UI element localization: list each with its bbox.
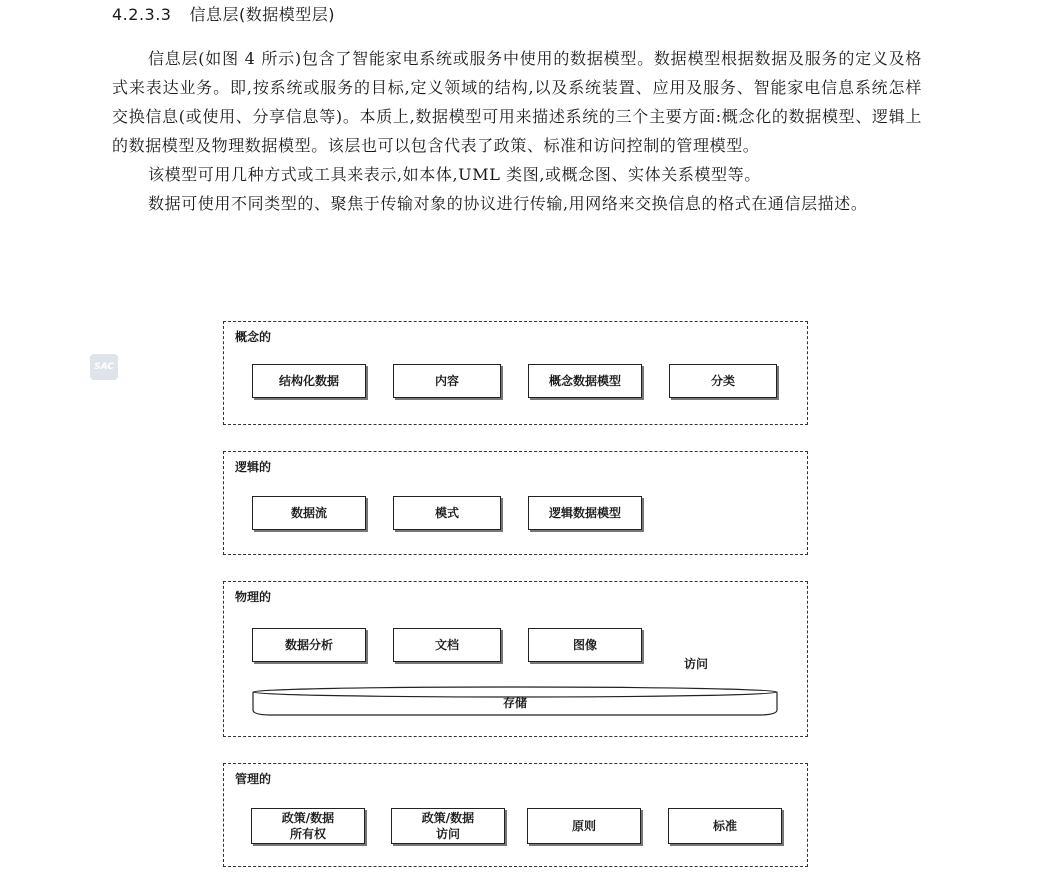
layer-label: 逻辑的 bbox=[235, 460, 272, 474]
layer-label: 物理的 bbox=[235, 590, 272, 604]
box-standards: 标准 bbox=[668, 808, 782, 844]
paragraph: 信息层(如图 4 所示)包含了智能家电系统或服务中使用的数据模型。数据模型根据数据及服务的定义及格式来表达业务。即,按系统或服务的目标,定义领域的结构,以及系统装置、应用及服务、智能家电信息系统怎样交换信息(或使用、分享信息等)。本质上,数据模型可用来描述系统的三个主要方面:概念化的数据模型、逻辑上的数据模型及物理数据模型。该层也可以包含代表了政策、标准和访问控制的管理模型。 bbox=[112, 49, 922, 155]
layer-management bbox=[223, 763, 808, 867]
box-schema: 模式 bbox=[393, 496, 501, 530]
box-line: 政策/数据 bbox=[421, 811, 475, 825]
layer-label: 概念的 bbox=[235, 330, 272, 344]
box-principles: 原则 bbox=[527, 808, 641, 844]
layer-logical bbox=[223, 451, 808, 555]
paragraph: 该模型可用几种方式或工具来表示,如本体,UML 类图,或概念图、实体关系模型等。 bbox=[148, 165, 761, 184]
storage-cylinder bbox=[252, 686, 778, 716]
storage-label: 存储 bbox=[502, 696, 527, 710]
box-document: 文档 bbox=[393, 628, 501, 662]
box-line: 政策/数据 bbox=[281, 811, 335, 825]
body-text bbox=[112, 44, 922, 218]
section-number: 4.2.3.3 bbox=[112, 5, 172, 24]
box-content: 内容 bbox=[393, 364, 501, 398]
layer-conceptual bbox=[223, 321, 808, 425]
box-classification: 分类 bbox=[669, 364, 777, 398]
box-conceptual-data-model: 概念数据模型 bbox=[528, 364, 642, 398]
layer-physical bbox=[223, 581, 808, 737]
access-label: 访问 bbox=[684, 657, 709, 671]
box-line: 访问 bbox=[435, 827, 460, 841]
sac-watermark-logo: SAC bbox=[90, 354, 118, 380]
layer-label: 管理的 bbox=[235, 772, 272, 786]
box-line: 所有权 bbox=[289, 827, 326, 841]
box-policy-data-ownership bbox=[251, 808, 365, 844]
box-data-analysis: 数据分析 bbox=[252, 628, 366, 662]
paragraph: 数据可使用不同类型的、聚焦于传输对象的协议进行传输,用网络来交换信息的格式在通信层描述。 bbox=[148, 194, 868, 213]
box-image: 图像 bbox=[528, 628, 642, 662]
box-structured-data: 结构化数据 bbox=[252, 364, 366, 398]
box-data-flow: 数据流 bbox=[252, 496, 366, 530]
box-logical-data-model: 逻辑数据模型 bbox=[528, 496, 642, 530]
box-policy-data-access bbox=[391, 808, 505, 844]
section-title: 信息层(数据模型层) bbox=[189, 5, 335, 24]
section-heading bbox=[112, 4, 335, 26]
